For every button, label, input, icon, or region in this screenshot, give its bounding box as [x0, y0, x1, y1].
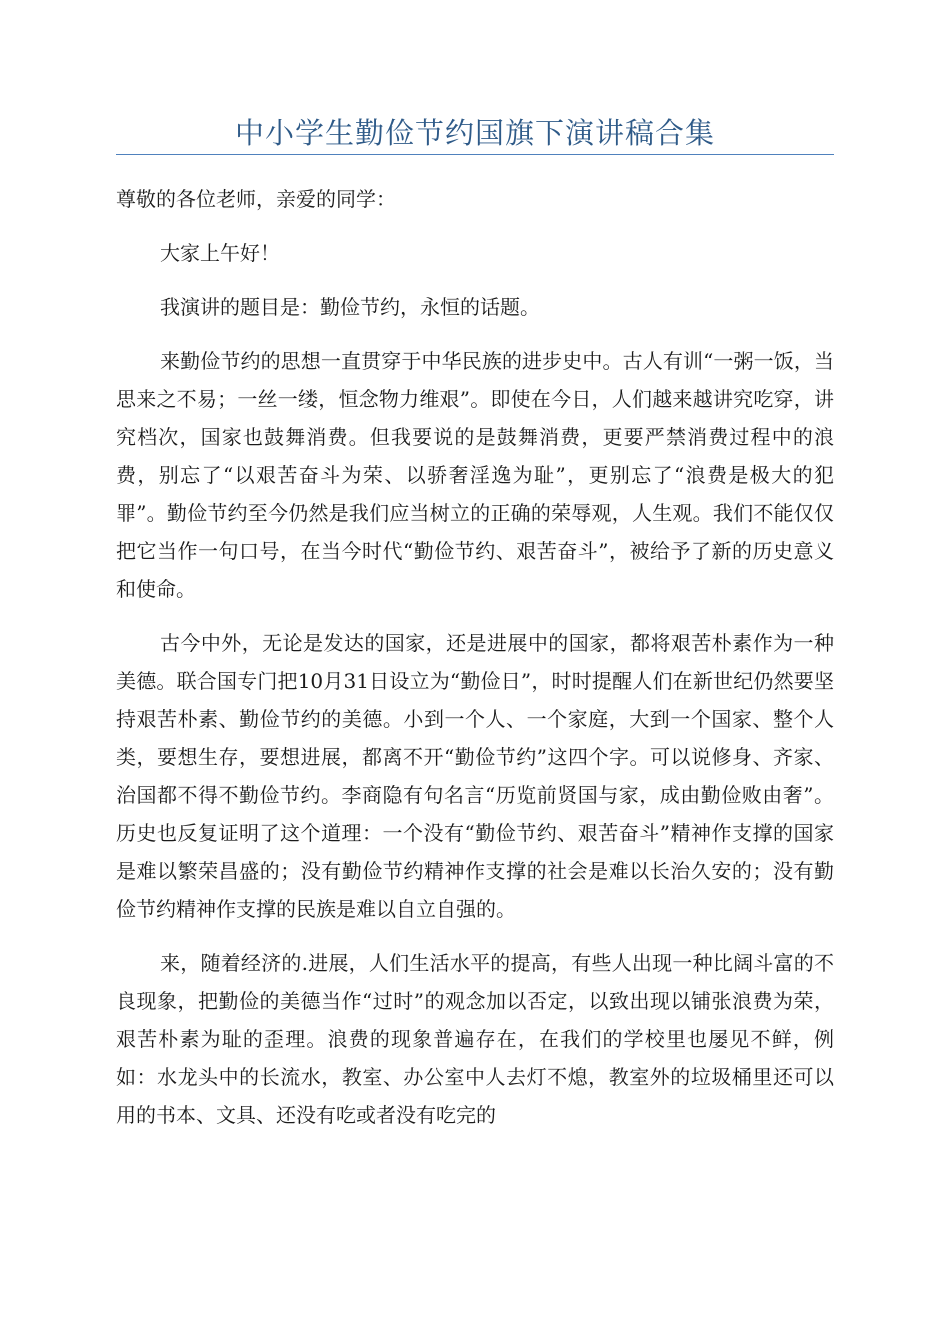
salutation-paragraph: 尊敬的各位老师，亲爱的同学：: [116, 187, 396, 211]
greeting-paragraph: 大家上午好！: [160, 241, 280, 265]
document-body: [116, 180, 834, 1150]
body-paragraph: 来勤俭节约的思想一直贯穿于中华民族的进步史中。古人有训“一粥一饭，当思来之不易；一丝一缕，恒念物力维艰”。即使在今日，人们越来越讲究吃穿，讲究档次，国家也鼓舞消费。但我要说的是鼓舞消费，更要严禁消费过程中的浪费，别忘了“以艰苦奋斗为荣、以骄奢淫逸为耻”，更别忘了“浪费是极大的犯罪”。勤俭节约至今仍然是我们应当树立的正确的荣辱观，人生观。我们不能仅仅把它当作一句口号，在当今时代“勤俭节约、艰苦奋斗”，被给予了新的历史意义和使命。: [116, 349, 834, 601]
title-underline: [116, 154, 834, 155]
document-title: 中小学生勤俭节约国旗下演讲稿合集: [234, 116, 715, 150]
body-paragraph: 来，随着经济的.进展，人们生活水平的提高，有些人出现一种比阔斗富的不良现象，把勤俭的美德当作“过时”的观念加以否定，以致出现以铺张浪费为荣，艰苦朴素为耻的歪理。浪费的现象普遍存在，在我们的学校里也屡见不鲜，例如：水龙头中的长流水，教室、办公室中人去灯不熄，教室外的垃圾桶里还可以用的书本、文具、还没有吃或者没有吃完的: [116, 951, 834, 1127]
topic-paragraph: 我演讲的题目是：勤俭节约，永恒的话题。: [160, 295, 540, 319]
body-paragraph: 古今中外，无论是发达的国家，还是进展中的国家，都将艰苦朴素作为一种美德。联合国专门把10月31日设立为“勤俭日”，时时提醒人们在新世纪仍然要坚持艰苦朴素、勤俭节约的美德。小到一个人、一个家庭，大到一个国家、整个人类，要想生存，要想进展，都离不开“勤俭节约”这四个字。可以说修身、齐家、治国都不得不勤俭节约。李商隐有句名言“历览前贤国与家，成由勤俭败由奢”。历史也反复证明了这个道理：一个没有“勤俭节约、艰苦奋斗”精神作支撑的国家是难以繁荣昌盛的；没有勤俭节约精神作支撑的社会是难以长治久安的；没有勤俭节约精神作支撑的民族是难以自立自强的。: [116, 631, 834, 921]
